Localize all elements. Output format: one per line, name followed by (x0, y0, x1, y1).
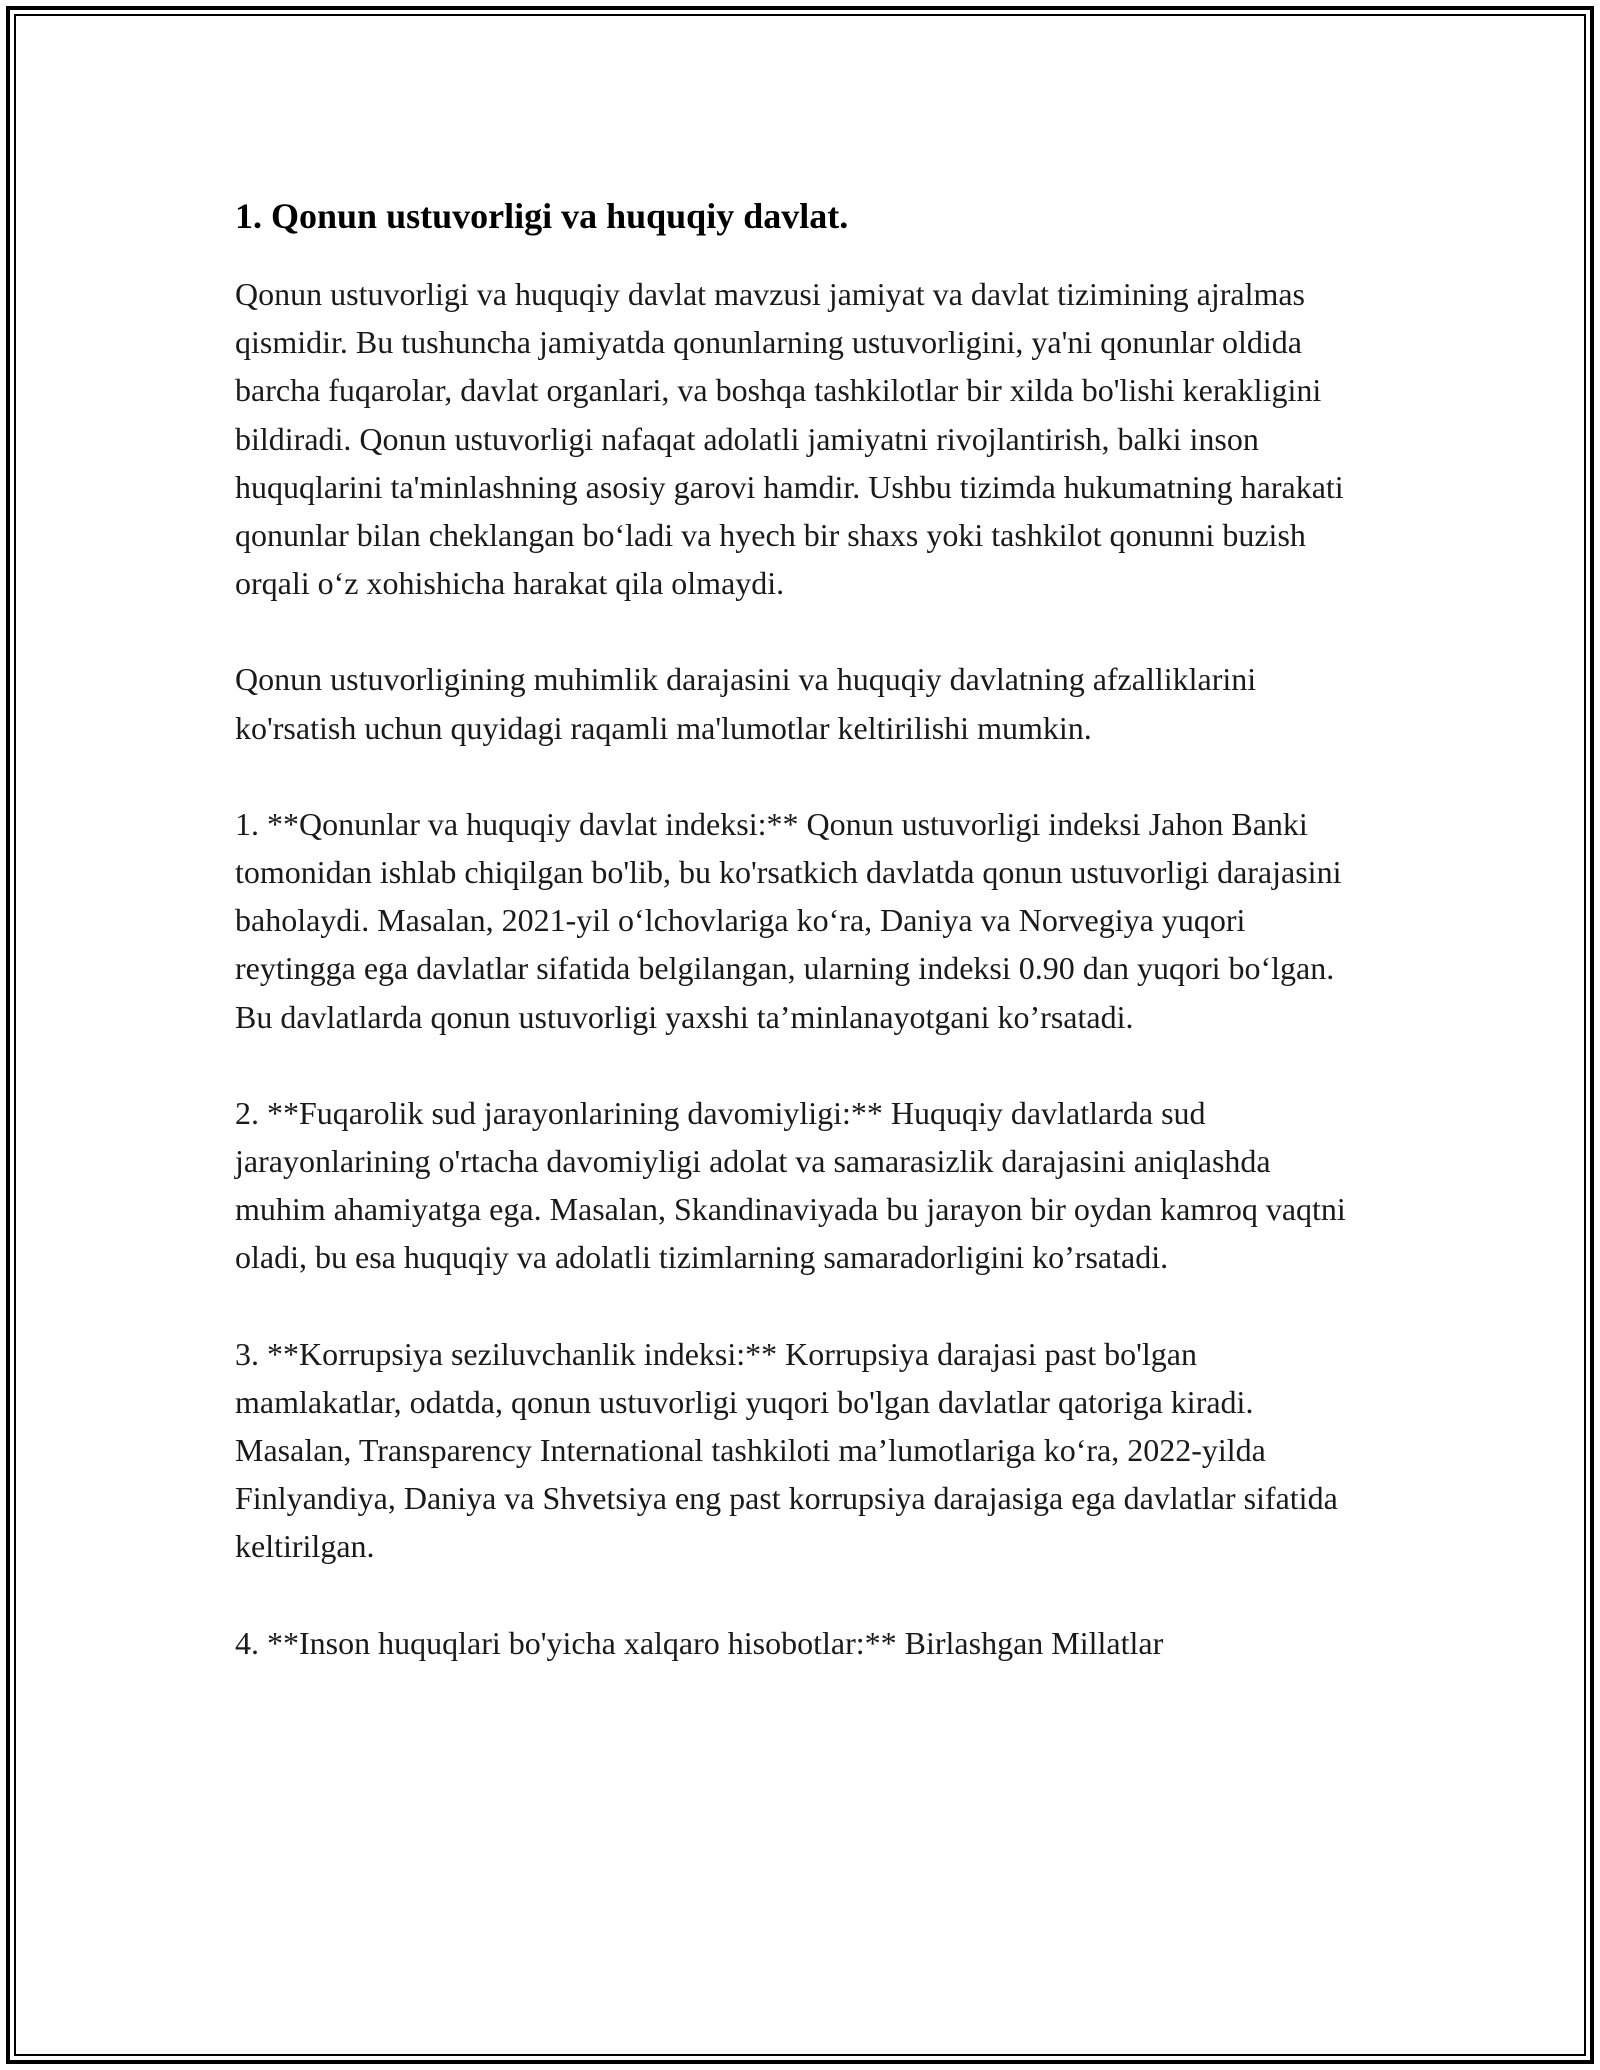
section-heading: 1. Qonun ustuvorligi va huquqiy davlat. (235, 196, 849, 236)
list-item-corruption-index: 3. **Korrupsiya seziluvchanlik indeksi:** Korrupsiya darajasi past bo'lgan mamlakatlar, odatda, qonun ustuvorligi yuqori bo'lgan davlatlar qatoriga kiradi. Masalan, Transparency International tashkiloti ma’lumotlariga ko‘ra, 2022-yilda Finlyandiya, Daniya va Shvetsiya eng past korrupsiya darajasiga ega davlatlar sifatida keltirilgan. (235, 1335, 1338, 1565)
list-item-rule-of-law-index: 1. **Qonunlar va huquqiy davlat indeksi:** Qonun ustuvorligi indeksi Jahon Banki tomonidan ishlab chiqilgan bo'lib, bu ko'rsatkich davlatda qonun ustuvorligi darajasini baholaydi. Masalan, 2021-yil o‘lchovlariga ko‘ra, Daniya va Norvegiya yuqori reytingga ega davlatlar sifatida belgilangan, ularning indeksi 0.90 dan yuqori bo‘lgan. Bu davlatlarda qonun ustuvorligi yaxshi ta’minlanayotgani ko’rsatadi. (235, 805, 1342, 1035)
document-body (235, 190, 1365, 1715)
paragraph-data-lead: Qonun ustuvorligining muhimlik darajasini va huquqiy davlatning afzalliklarini ko'rsatish uchun quyidagi raqamli ma'lumotlar keltirilishi mumkin. (235, 661, 1257, 746)
paragraph-intro: Qonun ustuvorligi va huquqiy davlat mavzusi jamiyat va davlat tizimining ajralmas qismidir. Bu tushuncha jamiyatda qonunlarning ustuvorligini, ya'ni qonunlar oldida barcha fuqarolar, davlat organlari, va boshqa tashkilotlar bir xilda bo'lishi kerakligini bildiradi. Qonun ustuvorligi nafaqat adolatli jamiyatni rivojlantirish, balki inson huquqlarini ta'minlashning asosiy garovi hamdir. Ushbu tizimda hukumatning harakati qonunlar bilan cheklangan bo‘ladi va hyech bir shaxs yoki tashkilot qonunni buzish orqali o‘z xohishicha harakat qila olmaydi. (235, 276, 1344, 602)
list-item-human-rights-reports: 4. **Inson huquqlari bo'yicha xalqaro hisobotlar:** Birlashgan Millatlar (235, 1624, 1164, 1661)
list-item-court-duration: 2. **Fuqarolik sud jarayonlarining davomiyligi:** Huquqiy davlatlarda sud jarayonlarining o'rtacha davomiyligi adolat va samarasizlik darajasini aniqlashda muhim ahamiyatga ega. Masalan, Skandinaviyada bu jarayon bir oydan kamroq vaqtni oladi, bu esa huquqiy va adolatli tizimlarning samaradorligini ko’rsatadi. (235, 1094, 1346, 1276)
